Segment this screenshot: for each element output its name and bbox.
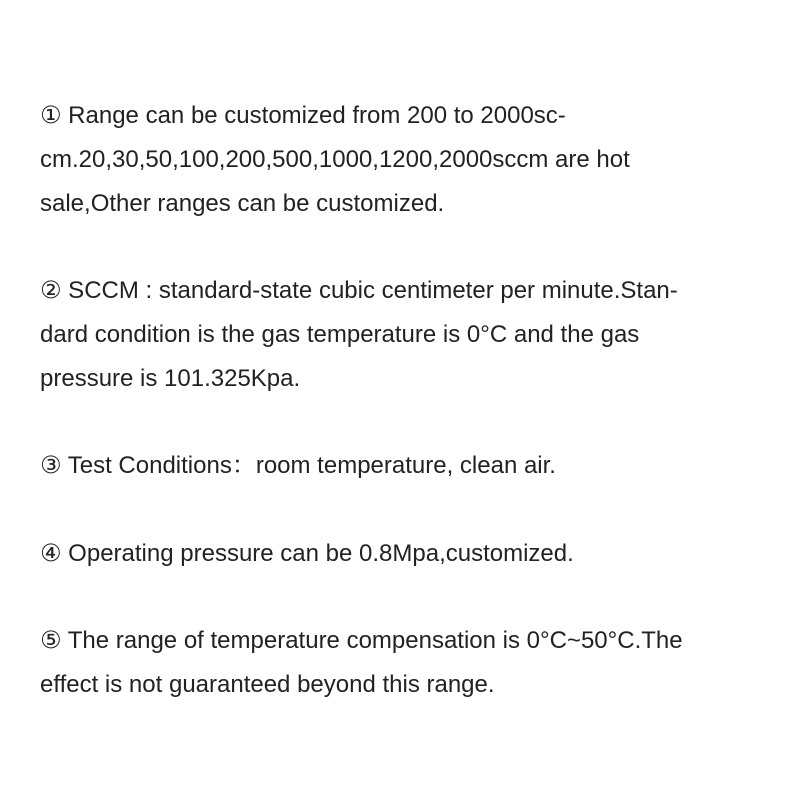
note-line: ① Range can be customized from 200 to 2000sc- <box>40 102 566 129</box>
note-line: ③ Test Conditions：room temperature, clean air. <box>40 452 556 479</box>
note-line: ④ Operating pressure can be 0.8Mpa,customized. <box>40 540 574 567</box>
note-line: effect is not guaranteed beyond this range. <box>40 671 495 698</box>
note-line: ⑤ The range of temperature compensation is 0°C~50°C.The <box>40 627 683 654</box>
note-line: dard condition is the gas temperature is 0°C and the gas <box>40 321 640 348</box>
note-line: ② SCCM : standard-state cubic centimeter per minute.Stan- <box>40 277 678 304</box>
note-line: cm.20,30,50,100,200,500,1000,1200,2000sccm are hot <box>40 146 630 173</box>
note-line: sale,Other ranges can be customized. <box>40 190 445 217</box>
note-line: pressure is 101.325Kpa. <box>40 365 301 392</box>
